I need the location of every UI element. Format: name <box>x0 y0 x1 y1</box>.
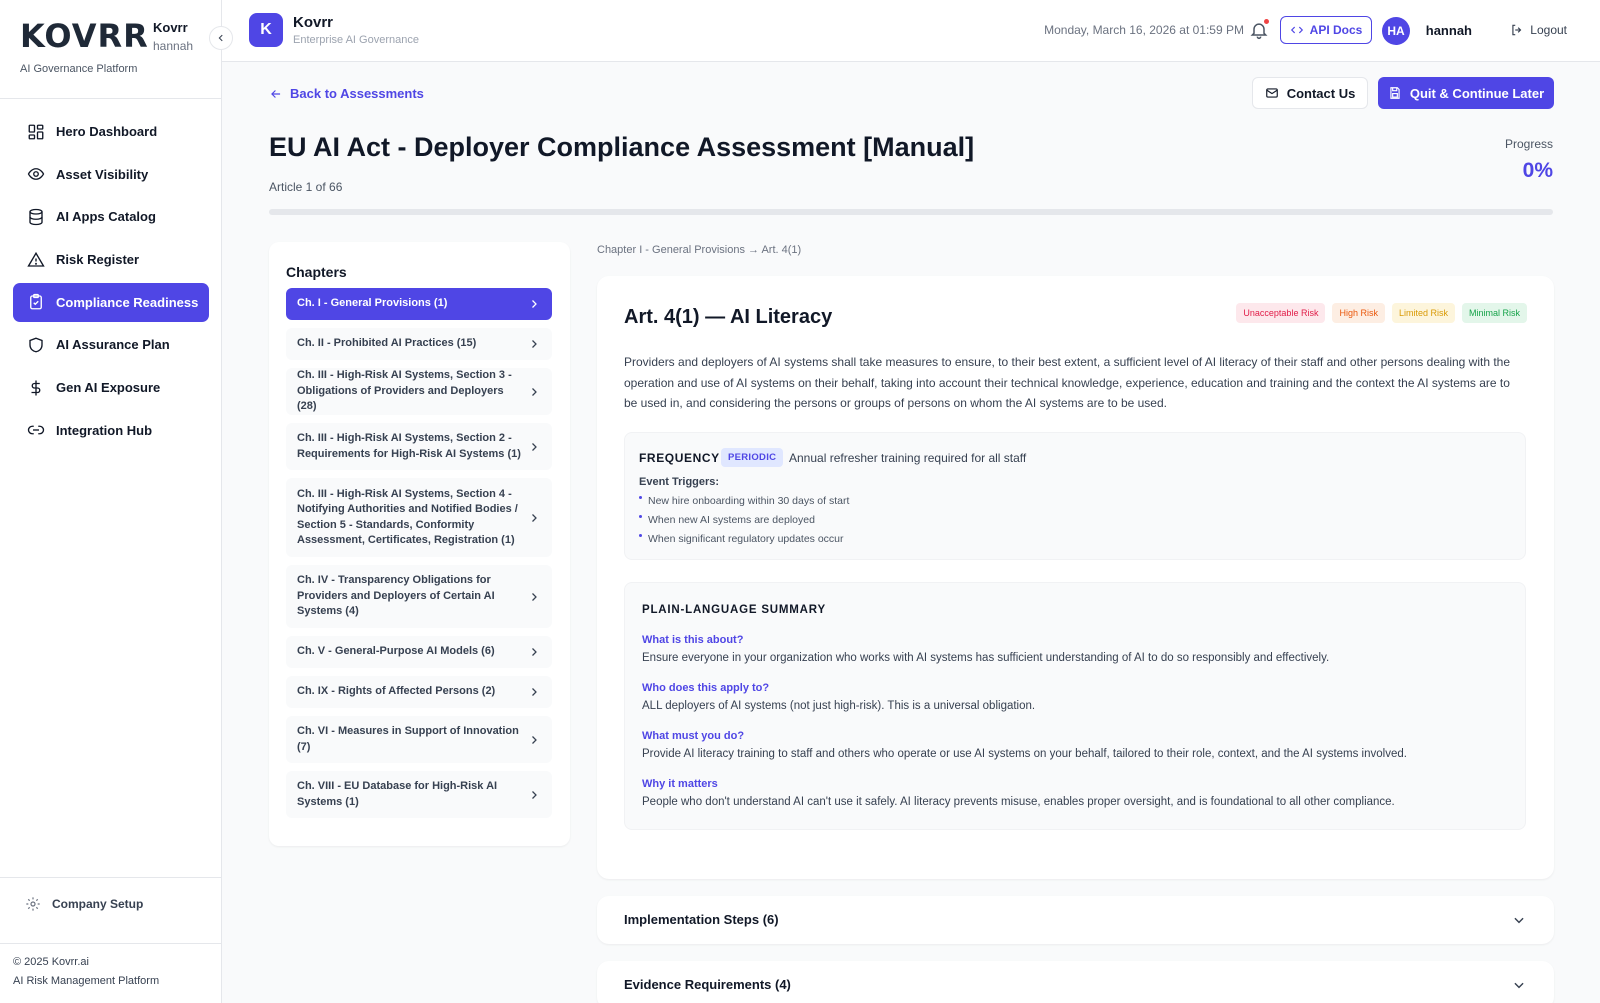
summary-answer: People who don't understand AI can't use it safely. AI literacy prevents misuse, enables proper oversight, and is foundational to all other compliance. <box>642 796 1395 808</box>
summary-question: What is this about? <box>642 634 744 646</box>
brand-subtitle: AI Governance Platform <box>20 63 138 75</box>
progress-value: 0% <box>1522 159 1553 182</box>
sidebar-item-label: AI Assurance Plan <box>56 337 170 353</box>
chapters-title: Chapters <box>286 264 347 280</box>
logout-button[interactable] <box>1510 23 1567 37</box>
chapter-item[interactable] <box>286 636 552 668</box>
chevron-right-icon <box>528 789 540 801</box>
chapter-label: Ch. V - General-Purpose AI Models (6) <box>297 645 495 658</box>
risk-badge-high: High Risk <box>1332 303 1385 323</box>
chapter-item[interactable] <box>286 423 552 470</box>
chapter-item[interactable] <box>286 368 552 415</box>
sidebar-item-label: Gen AI Exposure <box>56 380 161 396</box>
chevron-down-icon <box>1512 978 1526 992</box>
grid-icon <box>27 123 45 141</box>
sidebar-item-asset-visibility[interactable] <box>13 155 209 194</box>
sidebar-item-label: Risk Register <box>56 252 140 268</box>
progress-bar <box>269 209 1553 215</box>
sidebar-item-label: AI Apps Catalog <box>56 209 156 225</box>
quit-label: Quit & Continue Later <box>1409 85 1545 101</box>
chevron-down-icon <box>1512 913 1526 927</box>
org-name: Kovrr <box>293 14 334 31</box>
sidebar-item-risk-register[interactable] <box>13 240 209 279</box>
chapter-label: Ch. IX - Rights of Affected Persons (2) <box>297 685 496 698</box>
chapter-item[interactable] <box>286 478 552 557</box>
chevron-left-icon <box>216 33 226 43</box>
chapter-item[interactable] <box>286 716 552 763</box>
plain-language-summary <box>624 582 1526 830</box>
save-icon <box>1388 86 1402 100</box>
chevron-right-icon <box>528 734 540 746</box>
sidebar-item-label: Asset Visibility <box>56 166 149 182</box>
contact-us-label: Contact Us <box>1286 85 1356 101</box>
brand-org-name: Kovrr <box>153 20 188 35</box>
database-icon <box>27 208 45 226</box>
event-trigger-item: When significant regulatory updates occur <box>639 533 844 545</box>
summary-question: What must you do? <box>642 730 745 742</box>
footer-copyright: © 2025 Kovrr.ai <box>13 956 89 968</box>
chapters-panel <box>269 242 570 846</box>
implementation-steps-accordion[interactable] <box>597 896 1554 944</box>
api-docs-button[interactable] <box>1280 16 1372 44</box>
summary-answer: Provide AI literacy training to staff and others who operate or use AI systems on your behalf, tailored to their role, context, and the AI systems involved. <box>642 748 1407 760</box>
gear-icon <box>25 896 41 912</box>
org-subtitle: Enterprise AI Governance <box>293 34 419 46</box>
summary-title: PLAIN-LANGUAGE SUMMARY <box>642 604 826 616</box>
warning-icon <box>27 251 45 269</box>
chapter-label: Ch. III - High-Risk AI Systems, Section 4 - Notifying Authorities and Notified Bodies / Section 5 - Standards, Conformity Assessment, Certificates, Registration (1) <box>297 487 518 546</box>
chapter-label: Ch. VI - Measures in Support of Innovation (7) <box>297 725 519 753</box>
user-name[interactable]: hannah <box>1425 23 1472 38</box>
sidebar-item-hero-dashboard[interactable] <box>13 112 209 151</box>
chevron-right-icon <box>528 646 540 658</box>
sidebar-item-integration-hub[interactable] <box>13 411 209 450</box>
chevron-right-icon <box>528 591 540 603</box>
progress-label: Progress <box>1504 137 1553 151</box>
evidence-requirements-accordion[interactable] <box>597 961 1554 1003</box>
current-datetime: Monday, March 16, 2026 at 01:59 PM <box>1044 23 1244 37</box>
chapter-item[interactable] <box>286 565 552 628</box>
chevron-right-icon <box>528 686 540 698</box>
frequency-label: FREQUENCY <box>639 451 720 465</box>
footer-subtitle: AI Risk Management Platform <box>13 975 160 987</box>
quit-continue-later-button[interactable] <box>1378 77 1554 109</box>
summary-answer: ALL deployers of AI systems (not just high-risk). This is a universal obligation. <box>642 700 1036 712</box>
eye-icon <box>27 165 45 183</box>
sidebar-item-gen-ai-exposure[interactable] <box>13 368 209 407</box>
sidebar-item-ai-assurance-plan[interactable] <box>13 325 209 364</box>
chapter-item[interactable] <box>286 328 552 360</box>
dollar-icon <box>27 379 45 397</box>
arrow-left-icon <box>269 87 283 101</box>
company-setup-link[interactable] <box>25 896 143 912</box>
brand <box>20 18 220 98</box>
article-card <box>597 276 1554 879</box>
back-label: Back to Assessments <box>290 86 424 101</box>
chevron-right-icon <box>528 338 540 350</box>
contact-us-button[interactable] <box>1252 77 1368 109</box>
chapter-label: Ch. II - Prohibited AI Practices (15) <box>297 337 477 350</box>
breadcrumb: Chapter I - General Provisions → Art. 4(1) <box>597 244 802 256</box>
top-bar <box>222 0 1600 62</box>
api-docs-label: API Docs <box>1309 23 1363 37</box>
chevron-right-icon <box>528 441 540 453</box>
sidebar-item-label: Integration Hub <box>56 422 153 438</box>
logout-label: Logout <box>1530 23 1567 37</box>
mail-icon <box>1265 86 1279 100</box>
sidebar-divider <box>0 98 222 99</box>
logout-icon <box>1510 23 1524 37</box>
org-avatar: K <box>249 13 283 47</box>
chapter-label: Ch. IV - Transparency Obligations for Providers and Deployers of Certain AI Systems (4) <box>297 574 495 618</box>
code-icon <box>1290 23 1304 37</box>
chapter-label: Ch. VIII - EU Database for High-Risk AI Systems (1) <box>297 780 498 808</box>
user-avatar[interactable]: HA <box>1382 17 1410 45</box>
collapse-sidebar-button[interactable] <box>209 26 233 50</box>
company-setup-label: Company Setup <box>52 897 144 911</box>
frequency-description: Annual refresher training required for all staff <box>789 451 1027 465</box>
chevron-right-icon <box>528 512 540 524</box>
sidebar-divider <box>0 877 222 878</box>
sidebar <box>0 0 222 1003</box>
brand-user-name: hannah <box>153 39 194 53</box>
clipboard-check-icon <box>27 293 45 311</box>
chapter-label: Ch. I - General Provisions (1) <box>297 297 448 310</box>
chapter-label: Ch. III - High-Risk AI Systems, Section 2 - Requirements for High-Risk AI Systems (1) <box>297 432 521 460</box>
frequency-pill: PERIODIC <box>721 448 783 467</box>
chapter-item[interactable] <box>286 288 552 320</box>
link-icon <box>27 421 45 439</box>
back-to-assessments-link[interactable] <box>269 86 424 101</box>
chapter-item[interactable] <box>286 676 552 708</box>
event-trigger-item: New hire onboarding within 30 days of start <box>639 495 849 507</box>
chevron-right-icon <box>528 386 540 398</box>
sidebar-nav <box>13 112 209 454</box>
page-title: EU AI Act - Deployer Compliance Assessment [Manual] <box>269 132 975 162</box>
notifications-button[interactable] <box>1249 20 1269 40</box>
accordion-label: Implementation Steps (6) <box>624 912 779 927</box>
risk-badges <box>1229 303 1527 323</box>
accordion-label: Evidence Requirements (4) <box>624 977 791 992</box>
event-triggers-label: Event Triggers: <box>639 476 720 488</box>
chapter-item[interactable] <box>286 771 552 818</box>
event-trigger-item: When new AI systems are deployed <box>639 514 815 526</box>
sidebar-item-label: Compliance Readiness <box>56 294 199 310</box>
chevron-right-icon <box>528 298 540 310</box>
summary-answer: Ensure everyone in your organization who works with AI systems has sufficient understanding of AI to do so responsibly and effectively. <box>642 652 1330 664</box>
summary-question: Why it matters <box>642 778 718 790</box>
sidebar-item-ai-apps-catalog[interactable] <box>13 197 209 236</box>
risk-badge-minimal: Minimal Risk <box>1462 303 1527 323</box>
article-counter: Article 1 of 66 <box>269 180 343 194</box>
summary-question: Who does this apply to? <box>642 682 770 694</box>
sidebar-divider <box>0 943 222 944</box>
shield-icon <box>27 336 45 354</box>
sidebar-item-compliance-readiness[interactable] <box>13 283 209 322</box>
chapter-label: Ch. III - High-Risk AI Systems, Section 3 - Obligations of Providers and Deployers (28) <box>297 369 512 413</box>
risk-badge-unacceptable: Unacceptable Risk <box>1236 303 1325 323</box>
frequency-box <box>624 432 1526 560</box>
article-text: Providers and deployers of AI systems shall take measures to ensure, to their best extent, a sufficient level of AI literacy of their staff and other persons dealing with the operation and use of AI systems on their behalf, taking into account their technical knowledge, experience, education and training and the context the AI systems are to be used in, and considering the persons or groups of persons on whom the AI systems are to be used. <box>624 355 1511 410</box>
notification-dot <box>1264 19 1269 24</box>
sidebar-item-label: Hero Dashboard <box>56 124 158 139</box>
article-title: Art. 4(1) — AI Literacy <box>624 306 833 328</box>
risk-badge-limited: Limited Risk <box>1392 303 1455 323</box>
kovrr-logo[interactable]: KOVRR <box>20 17 149 55</box>
